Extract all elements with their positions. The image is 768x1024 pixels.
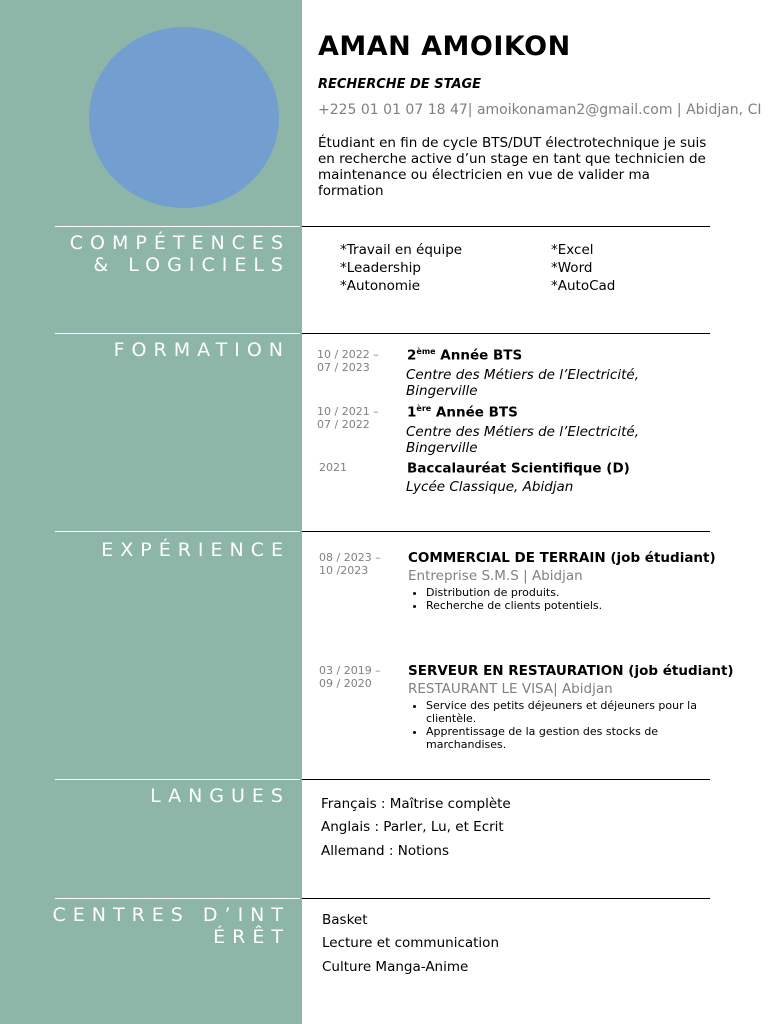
- section-title-experience: EXPÉRIENCE: [101, 539, 290, 561]
- divider-side: [55, 226, 300, 227]
- task-item: • Distribution de produits.: [426, 586, 706, 599]
- divider-side: [55, 333, 300, 334]
- experience-date: 08 / 2023 – 10 /2023: [319, 551, 381, 577]
- language-item: Français : Maîtrise complète: [321, 796, 511, 812]
- divider-main: [302, 226, 710, 227]
- interest-item: Basket: [322, 912, 368, 928]
- divider-side: [55, 531, 300, 532]
- profile-photo-placeholder: [89, 27, 279, 208]
- divider-main: [302, 779, 710, 780]
- education-date: 2021: [319, 461, 347, 474]
- software-item: *AutoCad: [551, 278, 616, 294]
- skill-item: *Autonomie: [340, 278, 421, 294]
- contact-line: +225 01 01 07 18 47| amoikonaman2@gmail.com | Abidjan, CI: [318, 102, 762, 118]
- skill-item: *Travail en équipe: [340, 242, 463, 258]
- section-title-skills: COMPÉTENCES & LOGICIELS: [69, 232, 290, 276]
- language-item: Anglais : Parler, Lu, et Ecrit: [321, 819, 504, 835]
- education-school: Lycée Classique, Abidjan: [406, 479, 574, 495]
- section-title-languages: LANGUES: [150, 785, 290, 807]
- interest-item: Culture Manga-Anime: [322, 959, 469, 975]
- divider-main: [302, 333, 710, 334]
- education-school: Centre des Métiers de l’Electricité, Bingerville: [406, 367, 639, 399]
- software-item: *Excel: [551, 242, 594, 258]
- profile-summary: Étudiant en fin de cycle BTS/DUT électrotechnique je suis en recherche active d’un stage en tant que technicien de maintenance ou électricien en vue de valider ma formation: [318, 135, 707, 199]
- section-title-education: FORMATION: [113, 339, 290, 361]
- task-item: • Service des petits déjeuners et déjeuners pour la clientèle.: [426, 699, 706, 725]
- skill-item: *Leadership: [340, 260, 421, 276]
- divider-side: [55, 779, 300, 780]
- education-title: 1ère Année BTS: [407, 404, 518, 421]
- education-date: 10 / 2022 – 07 / 2023: [317, 348, 379, 374]
- education-title: 2ème Année BTS: [407, 347, 523, 364]
- experience-org: RESTAURANT LE VISA| Abidjan: [408, 681, 613, 697]
- experience-title: SERVEUR EN RESTAURATION (job étudiant): [408, 663, 734, 679]
- resume-subtitle: RECHERCHE DE STAGE: [318, 77, 482, 92]
- experience-org: Entreprise S.M.S | Abidjan: [408, 568, 583, 584]
- education-school: Centre des Métiers de l’Electricité, Bingerville: [406, 424, 639, 456]
- experience-tasks: [408, 699, 706, 751]
- experience-tasks: [408, 586, 706, 612]
- task-item: • Apprentissage de la gestion des stocks de marchandises.: [426, 725, 706, 751]
- education-date: 10 / 2021 – 07 / 2022: [317, 405, 379, 431]
- education-title: Baccalauréat Scientifique (D): [407, 460, 630, 477]
- candidate-name: AMAN AMOIKON: [318, 31, 571, 62]
- software-item: *Word: [551, 260, 593, 276]
- task-item: • Recherche de clients potentiels.: [426, 599, 706, 612]
- language-item: Allemand : Notions: [321, 843, 449, 859]
- experience-date: 03 / 2019 – 09 / 2020: [319, 664, 381, 690]
- section-title-interests: CENTRES D’INTÉRÊT: [52, 904, 290, 948]
- interest-item: Lecture et communication: [322, 935, 500, 951]
- experience-title: COMMERCIAL DE TERRAIN (job étudiant): [408, 550, 716, 566]
- divider-main: [302, 898, 710, 899]
- divider-main: [302, 531, 710, 532]
- divider-side: [55, 898, 300, 899]
